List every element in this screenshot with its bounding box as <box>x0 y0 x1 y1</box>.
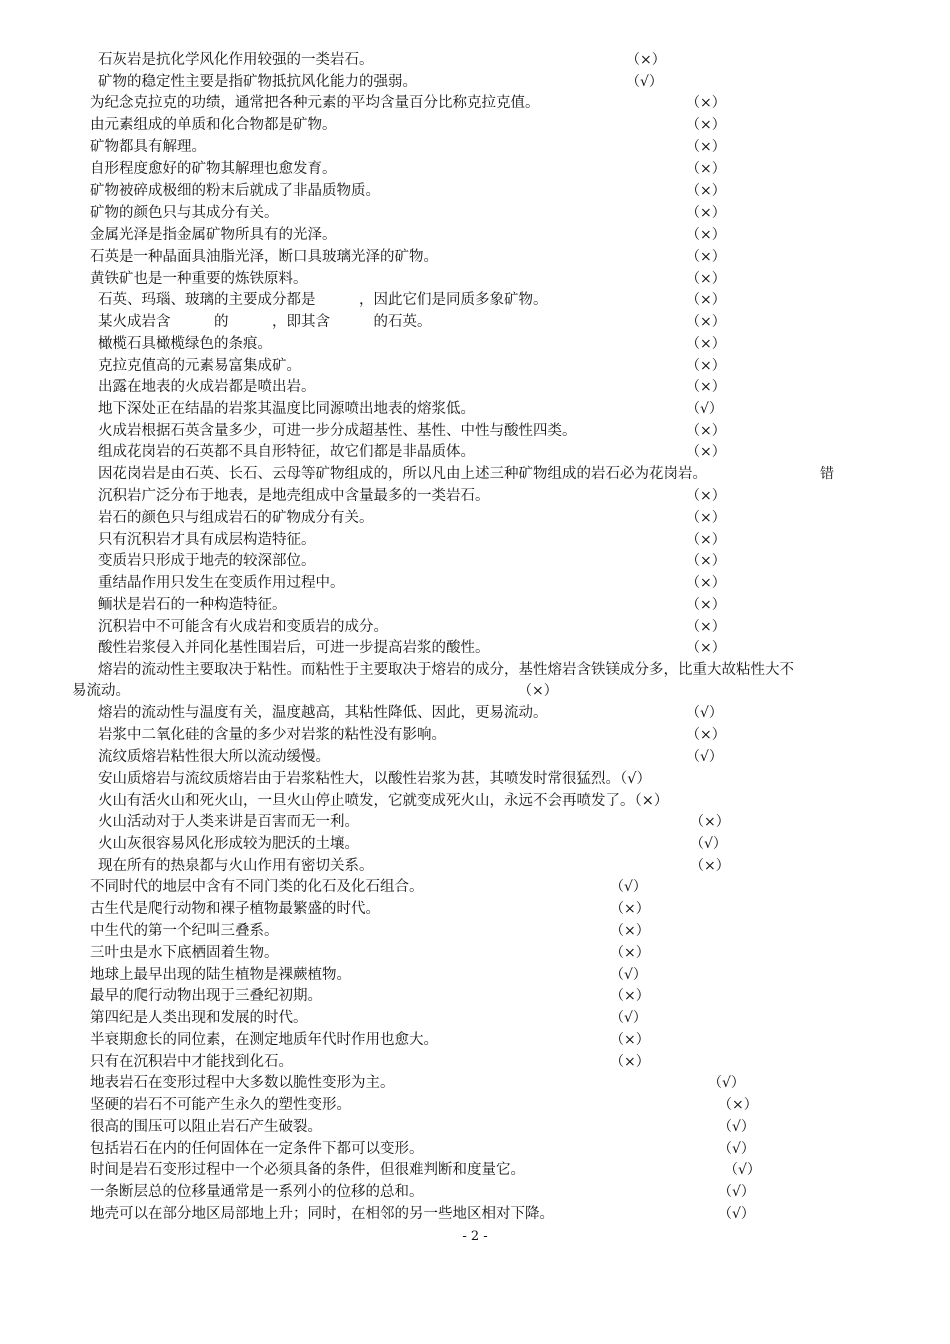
statement-text: 因花岗岩是由石英、长石、云母等矿物组成的，所以凡由上述三种矿物组成的岩石必为花岗岩。 <box>98 466 707 482</box>
answer-mark: （√） <box>718 1141 755 1157</box>
statement-text: 出露在地表的火成岩都是喷出岩。 <box>98 379 316 395</box>
statement-text: 火成岩根据石英含量多少，可进一步分成超基性、基性、中性与酸性四类。 <box>98 423 577 439</box>
statement-text: 火山活动对于人类来讲是百害而无一利。 <box>98 814 359 830</box>
statement-text: 坚硬的岩石不可能产生永久的塑性变形。 <box>90 1097 351 1113</box>
statement-text: 某火成岩含 的 ，即其含 的石英。 <box>98 314 432 330</box>
answer-mark: （√） <box>626 74 663 90</box>
statement-text: 地下深处正在结晶的岩浆其温度比同源喷出地表的熔浆低。 <box>98 401 475 417</box>
statement-text: 石英、玛瑙、玻璃的主要成分都是 ，因此它们是同质多象矿物。 <box>98 292 548 308</box>
statement-text: 第四纪是人类出现和发展的时代。 <box>90 1010 308 1026</box>
statement-text: 很高的围压可以阻止岩石产生破裂。 <box>90 1119 322 1135</box>
statement-text: 火山灰很容易风化形成较为肥沃的土壤。 <box>98 836 359 852</box>
statement-text: 地球上最早出现的陆生植物是裸蕨植物。 <box>90 967 351 983</box>
answer-mark: （×） <box>610 988 650 1004</box>
statement-text: 三叶虫是水下底栖固着生物。 <box>90 945 279 961</box>
statement-text: 矿物都具有解理。 <box>90 139 206 155</box>
answer-mark: （×） <box>686 640 726 656</box>
answer-mark: （×） <box>518 683 558 699</box>
answer-mark: （×） <box>686 271 726 287</box>
answer-mark: （√） <box>686 749 723 765</box>
answer-mark: （×） <box>686 444 726 460</box>
answer-mark: （√） <box>610 879 647 895</box>
statement-text: 变质岩只形成于地壳的较深部位。 <box>98 553 316 569</box>
answer-mark: （√） <box>724 1162 761 1178</box>
statement-text: 自形程度愈好的矿物其解理也愈发育。 <box>90 161 337 177</box>
statement-text: 半衰期愈长的同位素，在测定地质年代时作用也愈大。 <box>90 1032 438 1048</box>
answer-mark: （×） <box>610 1032 650 1048</box>
answer-mark: （×） <box>686 423 726 439</box>
answer-mark: （×） <box>686 292 726 308</box>
statement-text: 矿物的颜色只与其成分有关。 <box>90 205 279 221</box>
statement-text: 古生代是爬行动物和裸子植物最繁盛的时代。 <box>90 901 380 917</box>
answer-mark: （×） <box>610 945 650 961</box>
statement-text: 沉积岩广泛分布于地表，是地壳组成中含量最多的一类岩石。 <box>98 488 490 504</box>
statement-text: 岩石的颜色只与组成岩石的矿物成分有关。 <box>98 510 374 526</box>
answer-mark: （√） <box>686 401 723 417</box>
statement-text: 由元素组成的单质和化合物都是矿物。 <box>90 117 337 133</box>
statement-text: 一条断层总的位移量通常是一系列小的位移的总和。 <box>90 1184 424 1200</box>
answer-mark: （√） <box>686 705 723 721</box>
statement-text: 酸性岩浆侵入并同化基性围岩后，可进一步提高岩浆的酸性。 <box>98 640 490 656</box>
statement-text: 矿物的稳定性主要是指矿物抵抗风化能力的强弱。 <box>98 74 417 90</box>
statement-text: 易流动。 <box>72 683 130 699</box>
answer-mark: （√） <box>690 836 727 852</box>
statement-text: 岩浆中二氧化硅的含量的多少对岩浆的粘性没有影响。 <box>98 727 446 743</box>
statement-text: 只有沉积岩才具有成层构造特征。 <box>98 532 316 548</box>
answer-mark: （×） <box>718 1097 758 1113</box>
answer-mark: （√） <box>610 967 647 983</box>
statement-text: 为纪念克拉克的功绩，通常把各种元素的平均含量百分比称克拉克值。 <box>90 95 540 111</box>
statement-text: 熔岩的流动性主要取决于粘性。而粘性于主要取决于熔岩的成分，基性熔岩含铁镁成分多，比重大故粘性大不 <box>98 662 794 678</box>
statement-text: 中生代的第一个纪叫三叠系。 <box>90 923 279 939</box>
answer-mark: （×） <box>686 727 726 743</box>
statement-text: 矿物被碎成极细的粉末后就成了非晶质物质。 <box>90 183 380 199</box>
statement-text: 最早的爬行动物出现于三叠纪初期。 <box>90 988 322 1004</box>
statement-text: 只有在沉积岩中才能找到化石。 <box>90 1054 293 1070</box>
statement-text: 不同时代的地层中含有不同门类的化石及化石组合。 <box>90 879 424 895</box>
answer-mark: （×） <box>686 619 726 635</box>
statement-text: 金属光泽是指金属矿物所具有的光泽。 <box>90 227 337 243</box>
statement-text: 包括岩石在内的任何固体在一定条件下都可以变形。 <box>90 1141 424 1157</box>
statement-text: 黄铁矿也是一种重要的炼铁原料。 <box>90 271 308 287</box>
answer-mark: （×） <box>686 183 726 199</box>
answer-mark: （×） <box>686 336 726 352</box>
statement-text: 地表岩石在变形过程中大多数以脆性变形为主。 <box>90 1075 395 1091</box>
answer-mark: （×） <box>686 358 726 374</box>
answer-mark: （×） <box>626 52 666 68</box>
answer-mark: （×） <box>686 532 726 548</box>
answer-mark: （×） <box>686 510 726 526</box>
statement-text: 组成花岗岩的石英都不具自形特征，故它们都是非晶质体。 <box>98 444 475 460</box>
answer-mark: （×） <box>686 139 726 155</box>
page-number: - 2 - <box>462 1229 488 1244</box>
statement-text: 沉积岩中不可能含有火成岩和变质岩的成分。 <box>98 619 388 635</box>
answer-mark: （×） <box>686 379 726 395</box>
answer-mark: （√） <box>708 1075 745 1091</box>
statement-text: 石英是一种晶面具油脂光泽，断口具玻璃光泽的矿物。 <box>90 249 438 265</box>
answer-mark: （×） <box>686 314 726 330</box>
statement-text: 重结晶作用只发生在变质作用过程中。 <box>98 575 345 591</box>
statement-text: 克拉克值高的元素易富集成矿。 <box>98 358 301 374</box>
answer-mark: （×） <box>686 597 726 613</box>
statement-text: 安山质熔岩与流纹质熔岩由于岩浆粘性大，以酸性岩浆为甚，其喷发时常很猛烈。（√） <box>98 771 651 787</box>
answer-mark: （×） <box>686 488 726 504</box>
statement-text: 橄榄石具橄榄绿色的条痕。 <box>98 336 272 352</box>
answer-mark: （×） <box>690 858 730 874</box>
answer-mark: （×） <box>610 1054 650 1070</box>
answer-mark: （√） <box>718 1206 755 1222</box>
answer-mark: （×） <box>686 205 726 221</box>
answer-mark: （×） <box>686 117 726 133</box>
statement-text: 时间是岩石变形过程中一个必须具备的条件，但很难判断和度量它。 <box>90 1162 525 1178</box>
statement-text: 现在所有的热泉都与火山作用有密切关系。 <box>98 858 374 874</box>
answer-mark: 错 <box>820 466 834 482</box>
answer-mark: （×） <box>610 901 650 917</box>
answer-mark: （×） <box>686 575 726 591</box>
statement-text: 石灰岩是抗化学风化作用较强的一类岩石。 <box>98 52 374 68</box>
answer-mark: （×） <box>686 553 726 569</box>
answer-mark: （×） <box>686 249 726 265</box>
answer-mark: （√） <box>610 1010 647 1026</box>
statement-text: 熔岩的流动性与温度有关，温度越高，其粘性降低、因此，更易流动。 <box>98 705 548 721</box>
statement-text: 流纹质熔岩粘性很大所以流动缓慢。 <box>98 749 330 765</box>
statement-text: 火山有活火山和死火山，一旦火山停止喷发，它就变成死火山，永远不会再喷发了。（×） <box>98 793 669 809</box>
answer-mark: （√） <box>718 1184 755 1200</box>
answer-mark: （×） <box>686 227 726 243</box>
answer-mark: （×） <box>610 923 650 939</box>
answer-mark: （×） <box>686 161 726 177</box>
statement-text: 鲕状是岩石的一种构造特征。 <box>98 597 287 613</box>
answer-mark: （×） <box>690 814 730 830</box>
answer-mark: （×） <box>686 95 726 111</box>
statement-text: 地壳可以在部分地区局部地上升；同时，在相邻的另一些地区相对下降。 <box>90 1206 554 1222</box>
answer-mark: （√） <box>718 1119 755 1135</box>
